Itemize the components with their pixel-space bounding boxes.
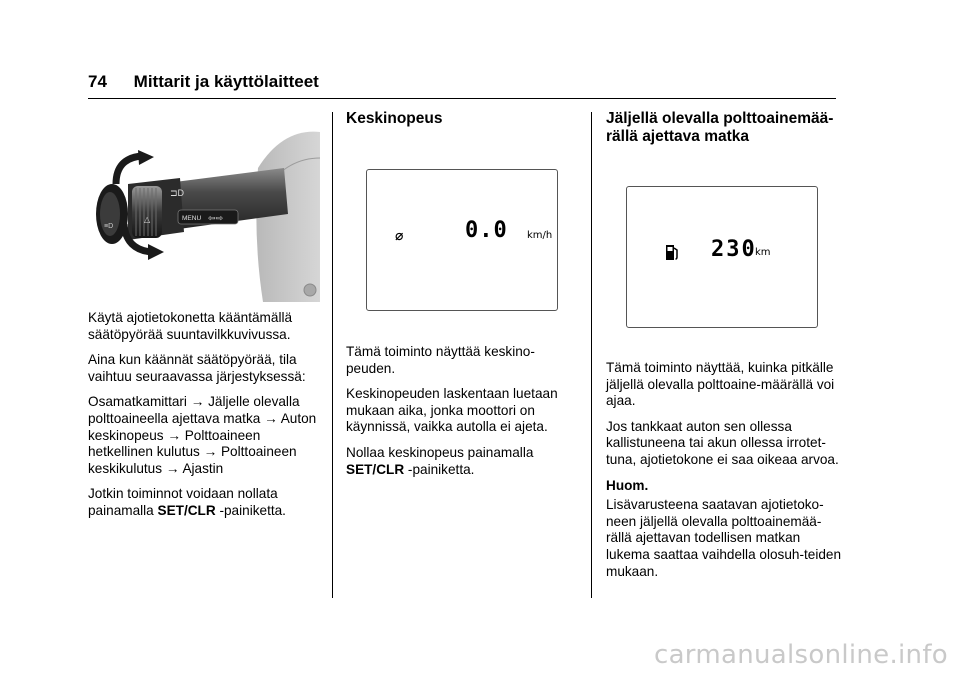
paragraph: Keskinopeuden laskentaan luetaan mukaan aika, jonka moottori on käynnissä, vaikka autolla ei ajeta. [346,386,558,435]
heading-line: Jäljellä olevalla polttoainemää- [606,110,834,127]
range-display [626,186,818,328]
section-heading-average-speed [346,110,586,128]
text: Nollaa keskinopeus painamalla [346,444,534,460]
page-number: 74 [88,72,107,91]
distance-unit: km [755,247,771,258]
text: -painiketta. [404,461,475,477]
fuel-pump-icon [665,243,679,261]
rotate-arrow-icon [116,220,166,260]
average-speed-display [366,169,558,311]
heading-line: rällä ajettava matka [606,128,750,145]
note-text: Lisävarusteena saatavan ajotietoko-neen jäljellä olevalla polttoainemää-rällä ajettavan todellisen matkan lukema saattaa vaihdella olosuh-teiden mukaan. [606,497,842,579]
column-2-text [346,344,582,487]
column-3-text [606,360,842,589]
section-heading-range [606,110,838,146]
text: -painiketta. [215,502,286,518]
note-title-paragraph [606,478,842,495]
column-divider [591,112,592,598]
watermark: carmanualsonline.info [653,640,948,670]
paragraph: Aina kun käännät säätöpyörää, tila vaihtuu seuraavassa järjestyksessä: [88,352,306,384]
paragraph [346,445,582,478]
paragraph [88,486,326,519]
text: Jotkin toiminnot voidaan nollata painamalla [88,486,278,518]
stalk-illustration [88,128,320,302]
paragraph: Käytä ajotietokonetta kääntämällä säätöpyörää suuntavilkkuvivussa. [88,310,293,342]
paragraph: Jos tankkaat auton sen ollessa kallistuneena tai akun ollessa irrotet-tuna, ajotietokone ei saa oikeaa arvoa. [606,418,839,467]
paragraph: Tämä toiminto näyttää, kuinka pitkälle jäljellä olevalla polttoaine-määrällä voi ajaa. [606,360,835,409]
menu-label: MENU [182,215,202,222]
svg-text:⇦⇨: ⇦⇨ [208,214,224,224]
column-1-text [88,310,326,529]
paragraph: Tämä toiminto näyttää keskino-peuden. [346,344,535,376]
svg-text:⊐D: ⊐D [170,188,185,198]
button-reference: SET/CLR [157,502,216,518]
page-title: Mittarit ja käyttölaitteet [133,72,319,91]
diameter-icon: ⌀ [395,228,404,244]
heading: Keskinopeus [346,110,443,127]
svg-text:≡D: ≡D [104,223,114,230]
rotate-arrow-icon [108,150,158,190]
svg-text:△: △ [144,215,151,224]
button-reference: SET/CLR [346,461,405,477]
note-title: Huom. [606,477,649,493]
average-speed-value: 0.0 [465,218,508,243]
page-header [88,72,319,92]
range-value: 230 [711,237,757,262]
paragraph: Osamatkamittari → Jäljelle olevalla polttoaineella ajettava matka → Auton keskinopeus → Polttoaineen hetkellinen kulutus → Polttoaineen keskikulutus → Ajastin [88,394,317,476]
speed-unit: km/h [527,230,553,241]
column-divider [332,112,333,598]
header-rule [88,98,836,99]
